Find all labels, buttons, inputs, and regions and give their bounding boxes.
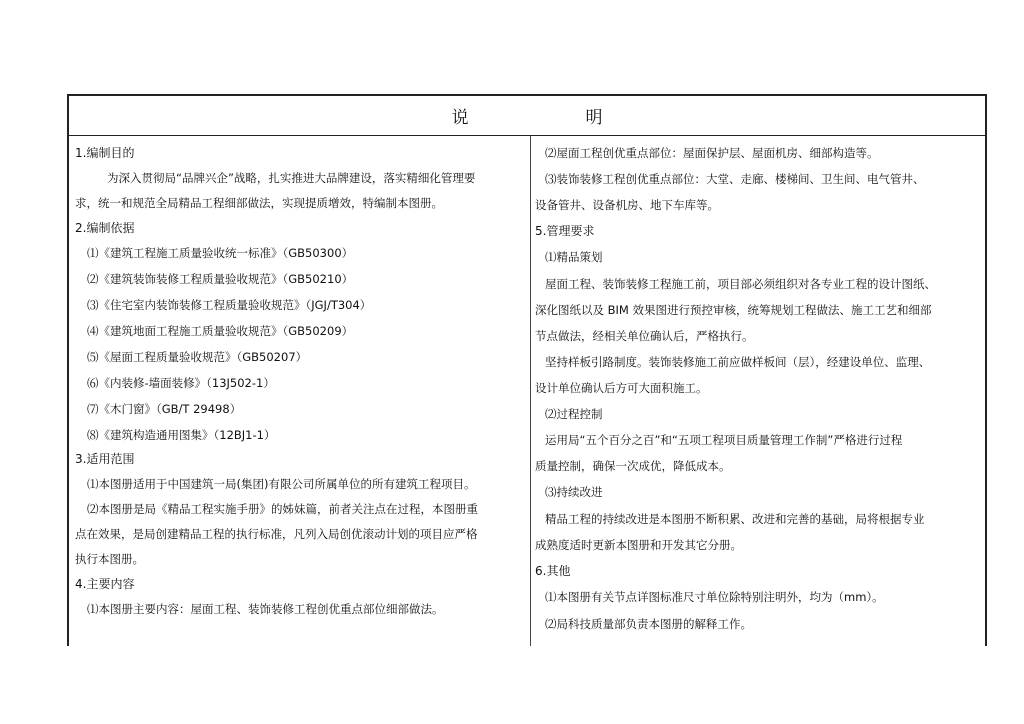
text-line: ⑸《屋面工程质量验收规范》（GB50207） [87, 350, 308, 364]
text-line: ⑵本图册是局《精品工程实施手册》的姊妹篇，前者关注点在过程，本图册重 [87, 502, 478, 516]
text-line: ⑹《内装修-墙面装修》（13J502-1） [87, 376, 275, 390]
text-line: ⑶《住宅室内装饰装修工程质量验收规范》（JGJ/T304） [87, 298, 372, 312]
text-line: ⑴本图册适用于中国建筑一局(集团)有限公司所属单位的所有建筑工程项目。 [87, 477, 476, 491]
text-line: ⑴《建筑工程施工质量验收统一标准》（GB50300） [87, 246, 354, 260]
left-column [69, 136, 531, 646]
section-heading: 6.其他 [535, 564, 571, 578]
document-sheet [67, 94, 987, 646]
text-line: ⑵屋面工程创优重点部位：屋面保护层、屋面机房、细部构造等。 [545, 146, 879, 160]
text-line: 运用局“五个百分之百”和“五项工程项目质量管理工作制”严格进行过程 [545, 433, 903, 447]
section-heading: 1.编制目的 [75, 146, 135, 160]
text-line: 设计单位确认后方可大面积施工。 [535, 381, 708, 395]
text-line: 质量控制，确保一次成优，降低成本。 [535, 459, 731, 473]
text-line: ⑴本图册主要内容：屋面工程、装饰装修工程创优重点部位细部做法。 [87, 602, 444, 616]
section-heading: 2.编制依据 [75, 221, 135, 235]
text-line: ⑵局科技质量部负责本图册的解释工作。 [545, 617, 752, 631]
text-line: 坚持样板引路制度。装饰装修施工前应做样板间（层），经建设单位、监理、 [545, 355, 931, 369]
text-line: ⑺《木门窗》（GB/T 29498） [87, 402, 242, 416]
text-line: ⑶装饰装修工程创优重点部位：大堂、走廊、楼梯间、卫生间、电气管井、 [545, 172, 925, 186]
text-line: ⑴精品策划 [545, 250, 603, 264]
text-line: 深化图纸以及 BIM 效果图进行预控审核，统筹规划工程做法、施工工艺和细部 [535, 303, 932, 317]
text-line: 设备管井、设备机房、地下车库等。 [535, 198, 719, 212]
section-heading: 4.主要内容 [75, 577, 135, 591]
text-line: 屋面工程、装饰装修工程施工前，项目部必须组织对各专业工程的设计图纸、 [545, 277, 936, 291]
text-line: 为深入贯彻局“品牌兴企”战略，扎实推进大品牌建设，落实精细化管理要 [107, 171, 476, 185]
text-line: ⑴本图册有关节点详图标准尺寸单位除特别注明外，均为（mm）。 [545, 590, 884, 604]
text-line: 精品工程的持续改进是本图册不断积累、改进和完善的基础，局将根据专业 [545, 512, 925, 526]
right-column [531, 136, 985, 646]
text-line: 节点做法，经相关单位确认后，严格执行。 [535, 329, 754, 343]
content-columns [69, 136, 985, 646]
text-line: ⑵《建筑装饰装修工程质量验收规范》（GB50210） [87, 272, 354, 286]
text-line: ⑵过程控制 [545, 407, 603, 421]
text-line: 成熟度适时更新本图册和开发其它分册。 [535, 538, 742, 552]
text-line: ⑶持续改进 [545, 485, 603, 499]
text-line: ⑻《建筑构造通用图集》（12BJ1-1） [87, 428, 276, 442]
section-heading: 5.管理要求 [535, 224, 595, 238]
document-title: 说 明 [69, 96, 985, 136]
text-line: 执行本图册。 [75, 552, 144, 566]
text-line: 点在效果，是局创建精品工程的执行标准，凡列入局创优滚动计划的项目应严格 [75, 527, 478, 541]
text-line: 求，统一和规范全局精品工程细部做法，实现提质增效，特编制本图册。 [75, 196, 443, 210]
text-line: ⑷《建筑地面工程施工质量验收规范》（GB50209） [87, 324, 354, 338]
section-heading: 3.适用范围 [75, 452, 135, 466]
